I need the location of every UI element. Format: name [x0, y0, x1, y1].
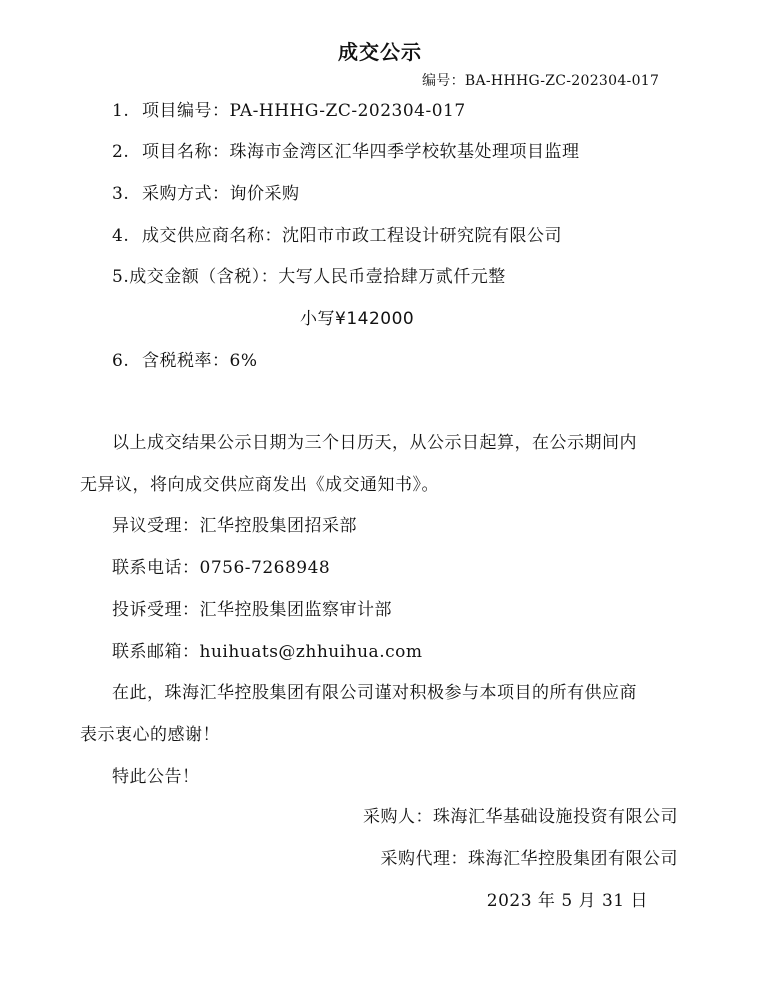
item-number: 4. — [112, 226, 130, 246]
item-number: 3. — [112, 184, 130, 204]
objection-phone: 联系电话：0756-7268948 — [112, 558, 331, 578]
item-tax-rate — [112, 350, 257, 372]
item-project-number — [112, 100, 466, 122]
complaint-contact: 投诉受理：汇华控股集团监察审计部 — [112, 600, 392, 620]
page-title: 成交公示 — [338, 40, 422, 64]
signature-agent: 采购代理：珠海汇华控股集团有限公司 — [380, 849, 678, 869]
item-text: 含税税率：6% — [142, 351, 258, 371]
thanks-paragraph-line-1: 在此，珠海汇华控股集团有限公司谨对积极参与本项目的所有供应商 — [112, 683, 637, 703]
item-number: 6. — [112, 351, 130, 371]
item-text: 项目名称：珠海市金湾区汇华四季学校软基处理项目监理 — [142, 142, 580, 162]
item-text: 项目编号：PA-HHHG-ZC-202304-017 — [142, 101, 466, 121]
item-number: 1. — [112, 101, 130, 121]
complaint-email: 联系邮箱：huihuats@zhhuihua.com — [112, 642, 423, 662]
item-amount-uppercase: 5.成交金额（含税）：大写人民币壹拾肆万贰仟元整 — [112, 267, 506, 287]
document-number: 编号：BA-HHHG-ZC-202304-017 — [422, 73, 660, 89]
item-text: 采购方式：询价采购 — [142, 184, 300, 204]
item-text: 成交供应商名称：沈阳市市政工程设计研究院有限公司 — [142, 226, 562, 246]
item-amount-lowercase: 小写¥142000 — [300, 309, 415, 329]
item-supplier-name — [112, 225, 562, 247]
item-project-name — [112, 141, 580, 163]
objection-contact: 异议受理：汇华控股集团招采部 — [112, 516, 357, 536]
notice-paragraph-line-2: 无异议，将向成交供应商发出《成交通知书》。 — [80, 475, 439, 495]
signature-purchaser: 采购人：珠海汇华基础设施投资有限公司 — [363, 807, 678, 827]
item-number: 2. — [112, 142, 130, 162]
signature-date: 2023 年 5 月 31 日 — [486, 891, 648, 911]
notice-paragraph-line-1: 以上成交结果公示日期为三个日历天，从公示日起算，在公示期间内 — [112, 433, 637, 453]
closing-statement: 特此公告！ — [112, 767, 200, 787]
thanks-paragraph-line-2: 表示衷心的感谢！ — [80, 725, 220, 745]
item-procurement-method — [112, 183, 300, 205]
